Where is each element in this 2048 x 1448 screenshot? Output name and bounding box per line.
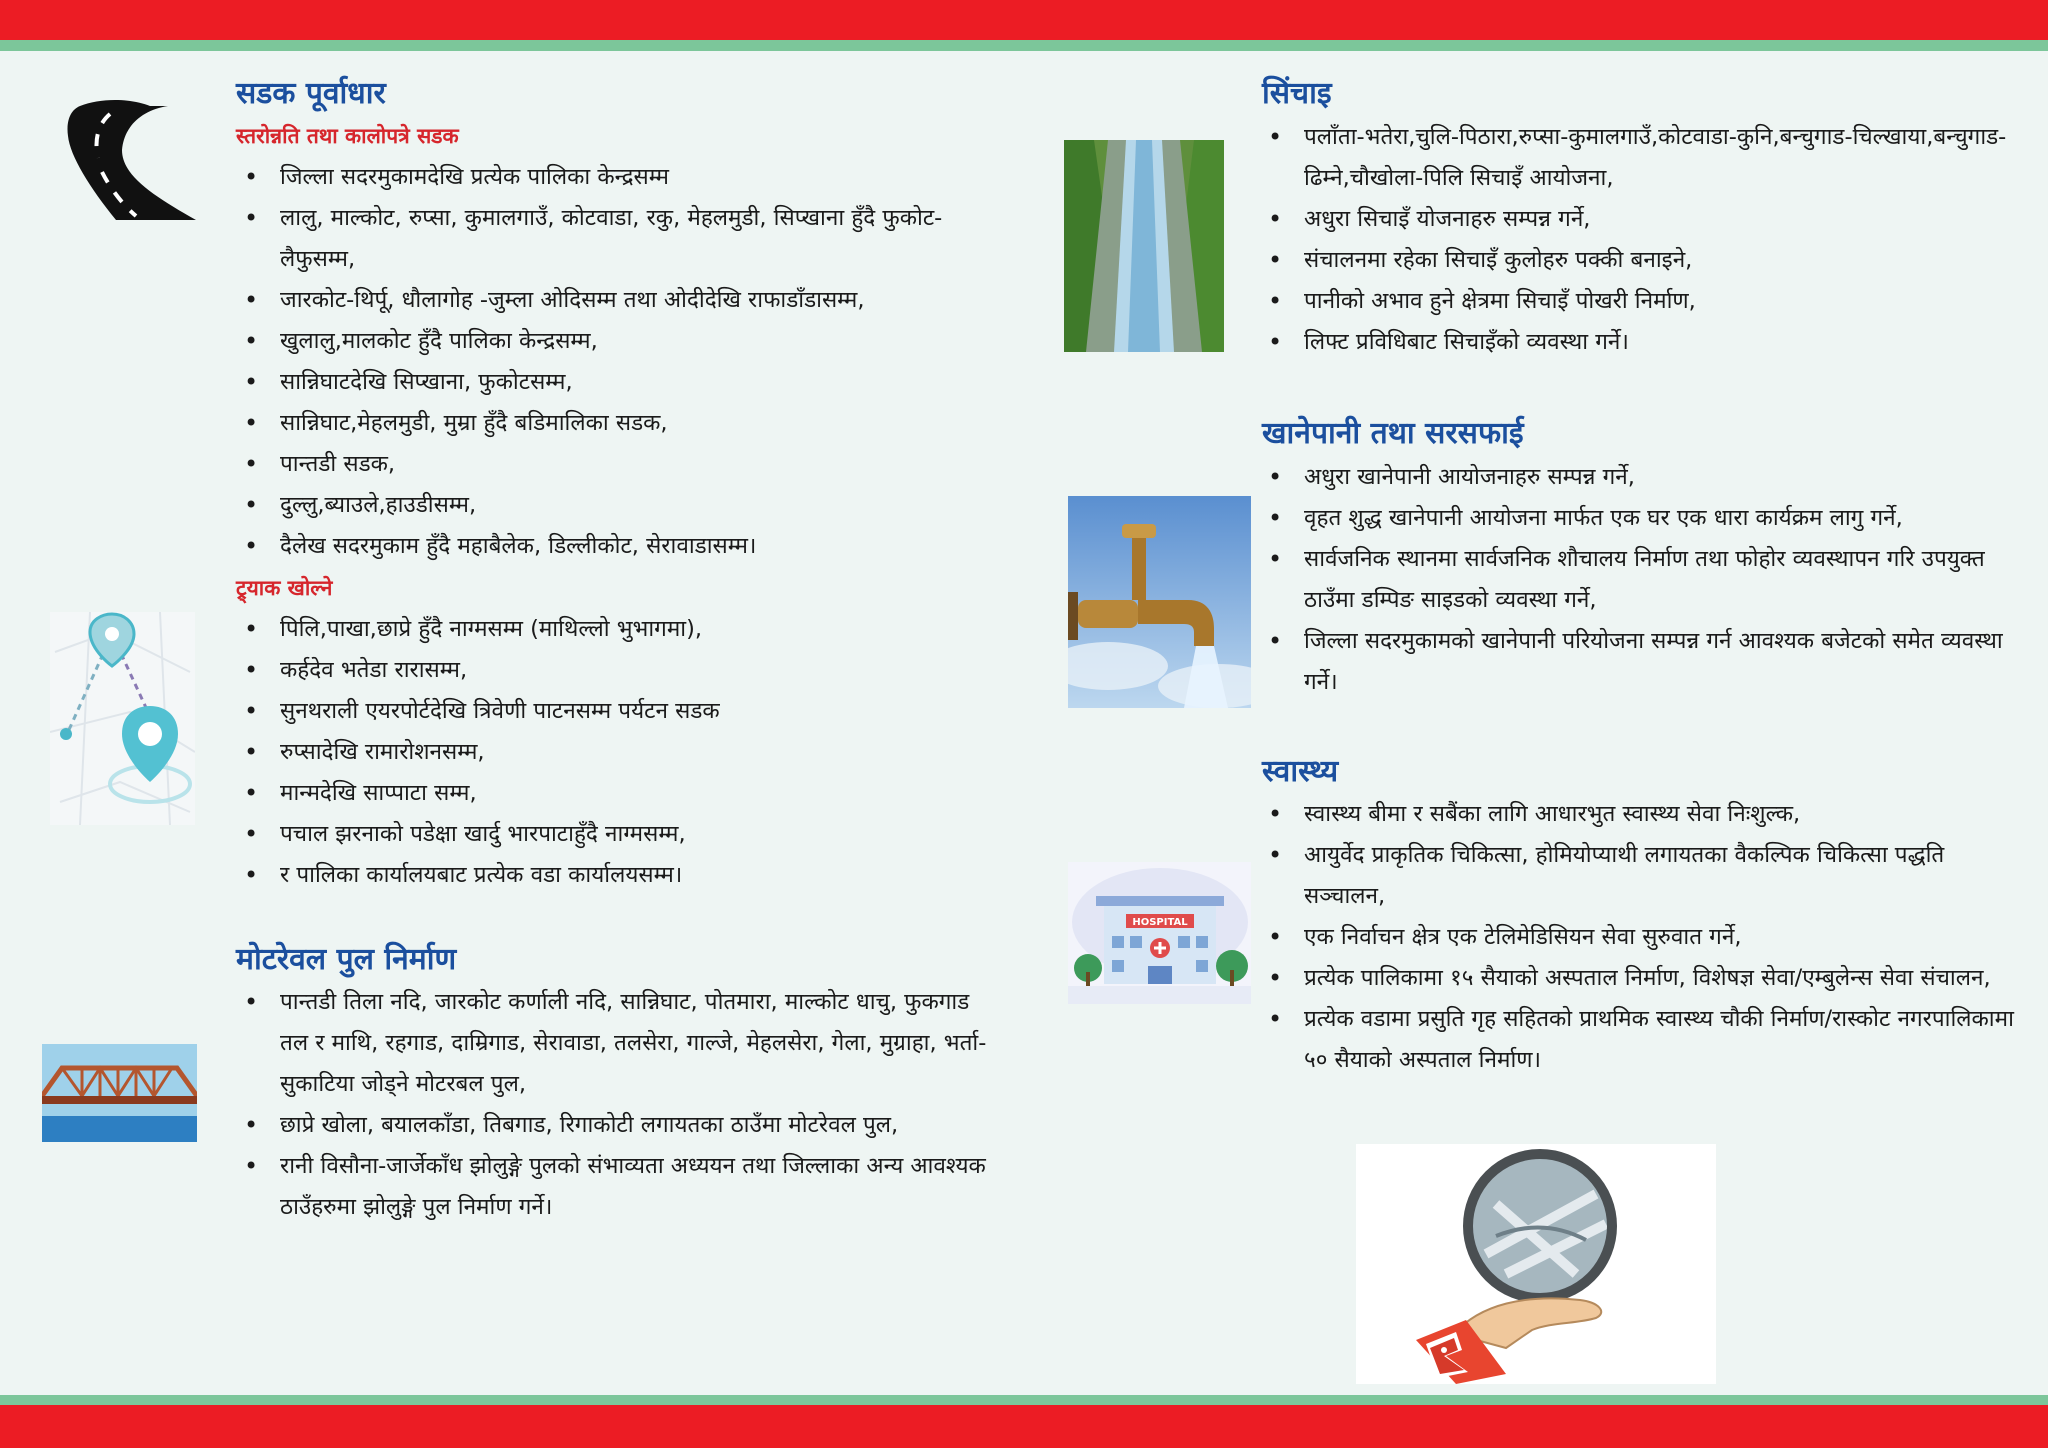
water-item: • सार्वजनिक स्थानमा सार्वजनिक शौचालय निर्माण तथा फोहोर व्यवस्थापन गरि उपयुक्त ठाउँमा डम्पिङ साइडको व्यवस्था गर्ने, xyxy=(1262,539,2022,621)
bridge-icon xyxy=(42,1044,197,1142)
track-opening-item: • कर्हदेव भतेडा रारासम्म, xyxy=(238,650,998,691)
road-upgrade-item: • खुलालु,मालकोट हुँदै पालिका केन्द्रसम्म, xyxy=(238,321,998,362)
water-section-title: खानेपानी तथा सरसफाई xyxy=(1262,416,1524,451)
svg-text:HOSPITAL: HOSPITAL xyxy=(1132,917,1188,928)
water-item: • वृहत शुद्ध खानेपानी आयोजना मार्फत एक घर एक धारा कार्यक्रम लागु गर्ने, xyxy=(1262,498,2022,539)
health-list xyxy=(1262,794,2022,1081)
track-opening-list xyxy=(238,609,998,896)
irrigation-list xyxy=(1262,117,2022,363)
top-red-band xyxy=(0,0,2048,40)
health-item: • प्रत्येक वडामा प्रसुति गृह सहितको प्राथमिक स्वास्थ्य चौकी निर्माण/रास्कोट नगरपालिकामा ५० सैयाको अस्पताल निर्माण। xyxy=(1262,999,2022,1081)
road-upgrade-list xyxy=(238,157,998,567)
bottom-red-band xyxy=(0,1405,2048,1448)
infrastructure-magnifier-icon xyxy=(1356,1144,1716,1384)
road-upgrade-item: • सान्निघाट,मेहलमुडी, मुम्रा हुँदै बडिमालिका सडक, xyxy=(238,403,998,444)
bridge-item: • रानी विसौना-जार्जेकाँध झोलुङ्गे पुलको संभाव्यता अध्ययन तथा जिल्लाका अन्य आवश्यक ठाउँहरुमा झोलुङ्गे पुल निर्माण गर्ने। xyxy=(238,1146,998,1228)
health-item: • एक निर्वाचन क्षेत्र एक टेलिमेडिसियन सेवा सुरुवात गर्ने, xyxy=(1262,917,2022,958)
bridge-item: • पान्तडी तिला नदि, जारकोट कर्णाली नदि, सान्निघाट, पोतमारा, माल्कोट धाचु, फुकगाड तल र माथि, रहगाड, दाम्रिगाड, सेरावाडा, तलसेरा, गाल्जे, मेहलसेरा, गेला, मुग्राहा, भर्ता-सुकाटिया जोड्ने मोटरबल पुल, xyxy=(238,982,998,1105)
water-list xyxy=(1262,457,2022,703)
bridge-list xyxy=(238,982,998,1228)
road-upgrade-item: • सान्निघाटदेखि सिप्खाना, फुकोटसम्म, xyxy=(238,362,998,403)
bridge-item: • छाप्रे खोला, बयालकाँडा, तिबगाड, रिगाकोटी लगायतका ठाउँमा मोटरेवल पुल, xyxy=(238,1105,998,1146)
irrigation-canal-icon xyxy=(1064,140,1224,352)
road-upgrade-item: • पान्तडी सडक, xyxy=(238,444,998,485)
bridge-section-title: मोटरेवल पुल निर्माण xyxy=(236,942,457,977)
water-tap-icon xyxy=(1068,496,1251,708)
road-upgrade-item: • जिल्ला सदरमुकामदेखि प्रत्येक पालिका केन्द्रसम्म xyxy=(238,157,998,198)
road-upgrade-subtitle: स्तरोन्नति तथा कालोपत्रे सडक xyxy=(236,124,459,148)
track-opening-item: • पिलि,पाखा,छाप्रे हुँदै नाग्मसम्म (माथिल्लो भुभागमा), xyxy=(238,609,998,650)
road-upgrade-item: • लालु, माल्कोट, रुप्सा, कुमालगाउँ, कोटवाडा, रकु, मेहलमुडी, सिप्खाना हुँदै फुकोट-लैफुसम्म, xyxy=(238,198,998,280)
bottom-green-band xyxy=(0,1395,2048,1405)
health-section-title: स्वास्थ्य xyxy=(1262,754,1339,789)
track-opening-item: • मान्मदेखि साप्पाटा सम्म, xyxy=(238,773,998,814)
top-green-band xyxy=(0,40,2048,51)
irrigation-item: • पलाँता-भतेरा,चुलि-पिठारा,रुप्सा-कुमालगाउँ,कोटवाडा-कुनि,बन्चुगाड-चिल्खाया,बन्चुगाड-ढिम्ने,चौखोला-पिलि सिचाइँ आयोजना, xyxy=(1262,117,2022,199)
irrigation-item: • पानीको अभाव हुने क्षेत्रमा सिचाइँ पोखरी निर्माण, xyxy=(1262,281,2022,322)
water-item: • जिल्ला सदरमुकामको खानेपानी परियोजना सम्पन्न गर्न आवश्यक बजेटको समेत व्यवस्था गर्ने। xyxy=(1262,621,2022,703)
irrigation-item: • लिफ्ट प्रविधिबाट सिचाइँको व्यवस्था गर्ने। xyxy=(1262,322,2022,363)
track-opening-item: • पचाल झरनाको पडेक्षा खार्दु भारपाटाहुँदै नाग्मसम्म, xyxy=(238,814,998,855)
track-opening-subtitle: ट्र्याक खोल्ने xyxy=(236,576,333,600)
irrigation-item: • अधुरा सिचाइँ योजनाहरु सम्पन्न गर्ने, xyxy=(1262,199,2022,240)
track-opening-item: • सुनथराली एयरपोर्टदेखि त्रिवेणी पाटनसम्म पर्यटन सडक xyxy=(238,691,998,732)
health-item: • स्वास्थ्य बीमा र सबैंका लागि आधारभुत स्वास्थ्य सेवा निःशुल्क, xyxy=(1262,794,2022,835)
irrigation-item: • संचालनमा रहेका सिचाइँ कुलोहरु पक्की बनाइने, xyxy=(1262,240,2022,281)
health-item: • आयुर्वेद प्राकृतिक चिकित्सा, होमियोप्याथी लगायतका वैकल्पिक चिकित्सा पद्धति सञ्चालन, xyxy=(1262,835,2022,917)
water-item: • अधुरा खानेपानी आयोजनाहरु सम्पन्न गर्ने, xyxy=(1262,457,2022,498)
health-item: • प्रत्येक पालिकामा १५ सैयाको अस्पताल निर्माण, विशेषज्ञ सेवा/एम्बुलेन्स सेवा संचालन, xyxy=(1262,958,2022,999)
road-section-title: सडक पूर्वाधार xyxy=(236,76,386,111)
map-route-icon xyxy=(50,612,195,825)
road-upgrade-item: • दैलेख सदरमुकाम हुँदै महाबैलेक, डिल्लीकोट, सेरावाडासम्म। xyxy=(238,526,998,567)
road-icon xyxy=(50,96,200,226)
hospital-icon xyxy=(1068,862,1251,1004)
irrigation-section-title: सिंचाइ xyxy=(1262,76,1332,111)
road-upgrade-item: • दुल्लु,ब्याउले,हाउडीसम्म, xyxy=(238,485,998,526)
road-upgrade-item: • जारकोट-थिर्पू, धौलागोह -जुम्ला ओदिसम्म तथा ओदीदेखि राफाडाँडासम्म, xyxy=(238,280,998,321)
track-opening-item: • रुप्सादेखि रामारोशनसम्म, xyxy=(238,732,998,773)
track-opening-item: • र पालिका कार्यालयबाट प्रत्येक वडा कार्यालयसम्म। xyxy=(238,855,998,896)
